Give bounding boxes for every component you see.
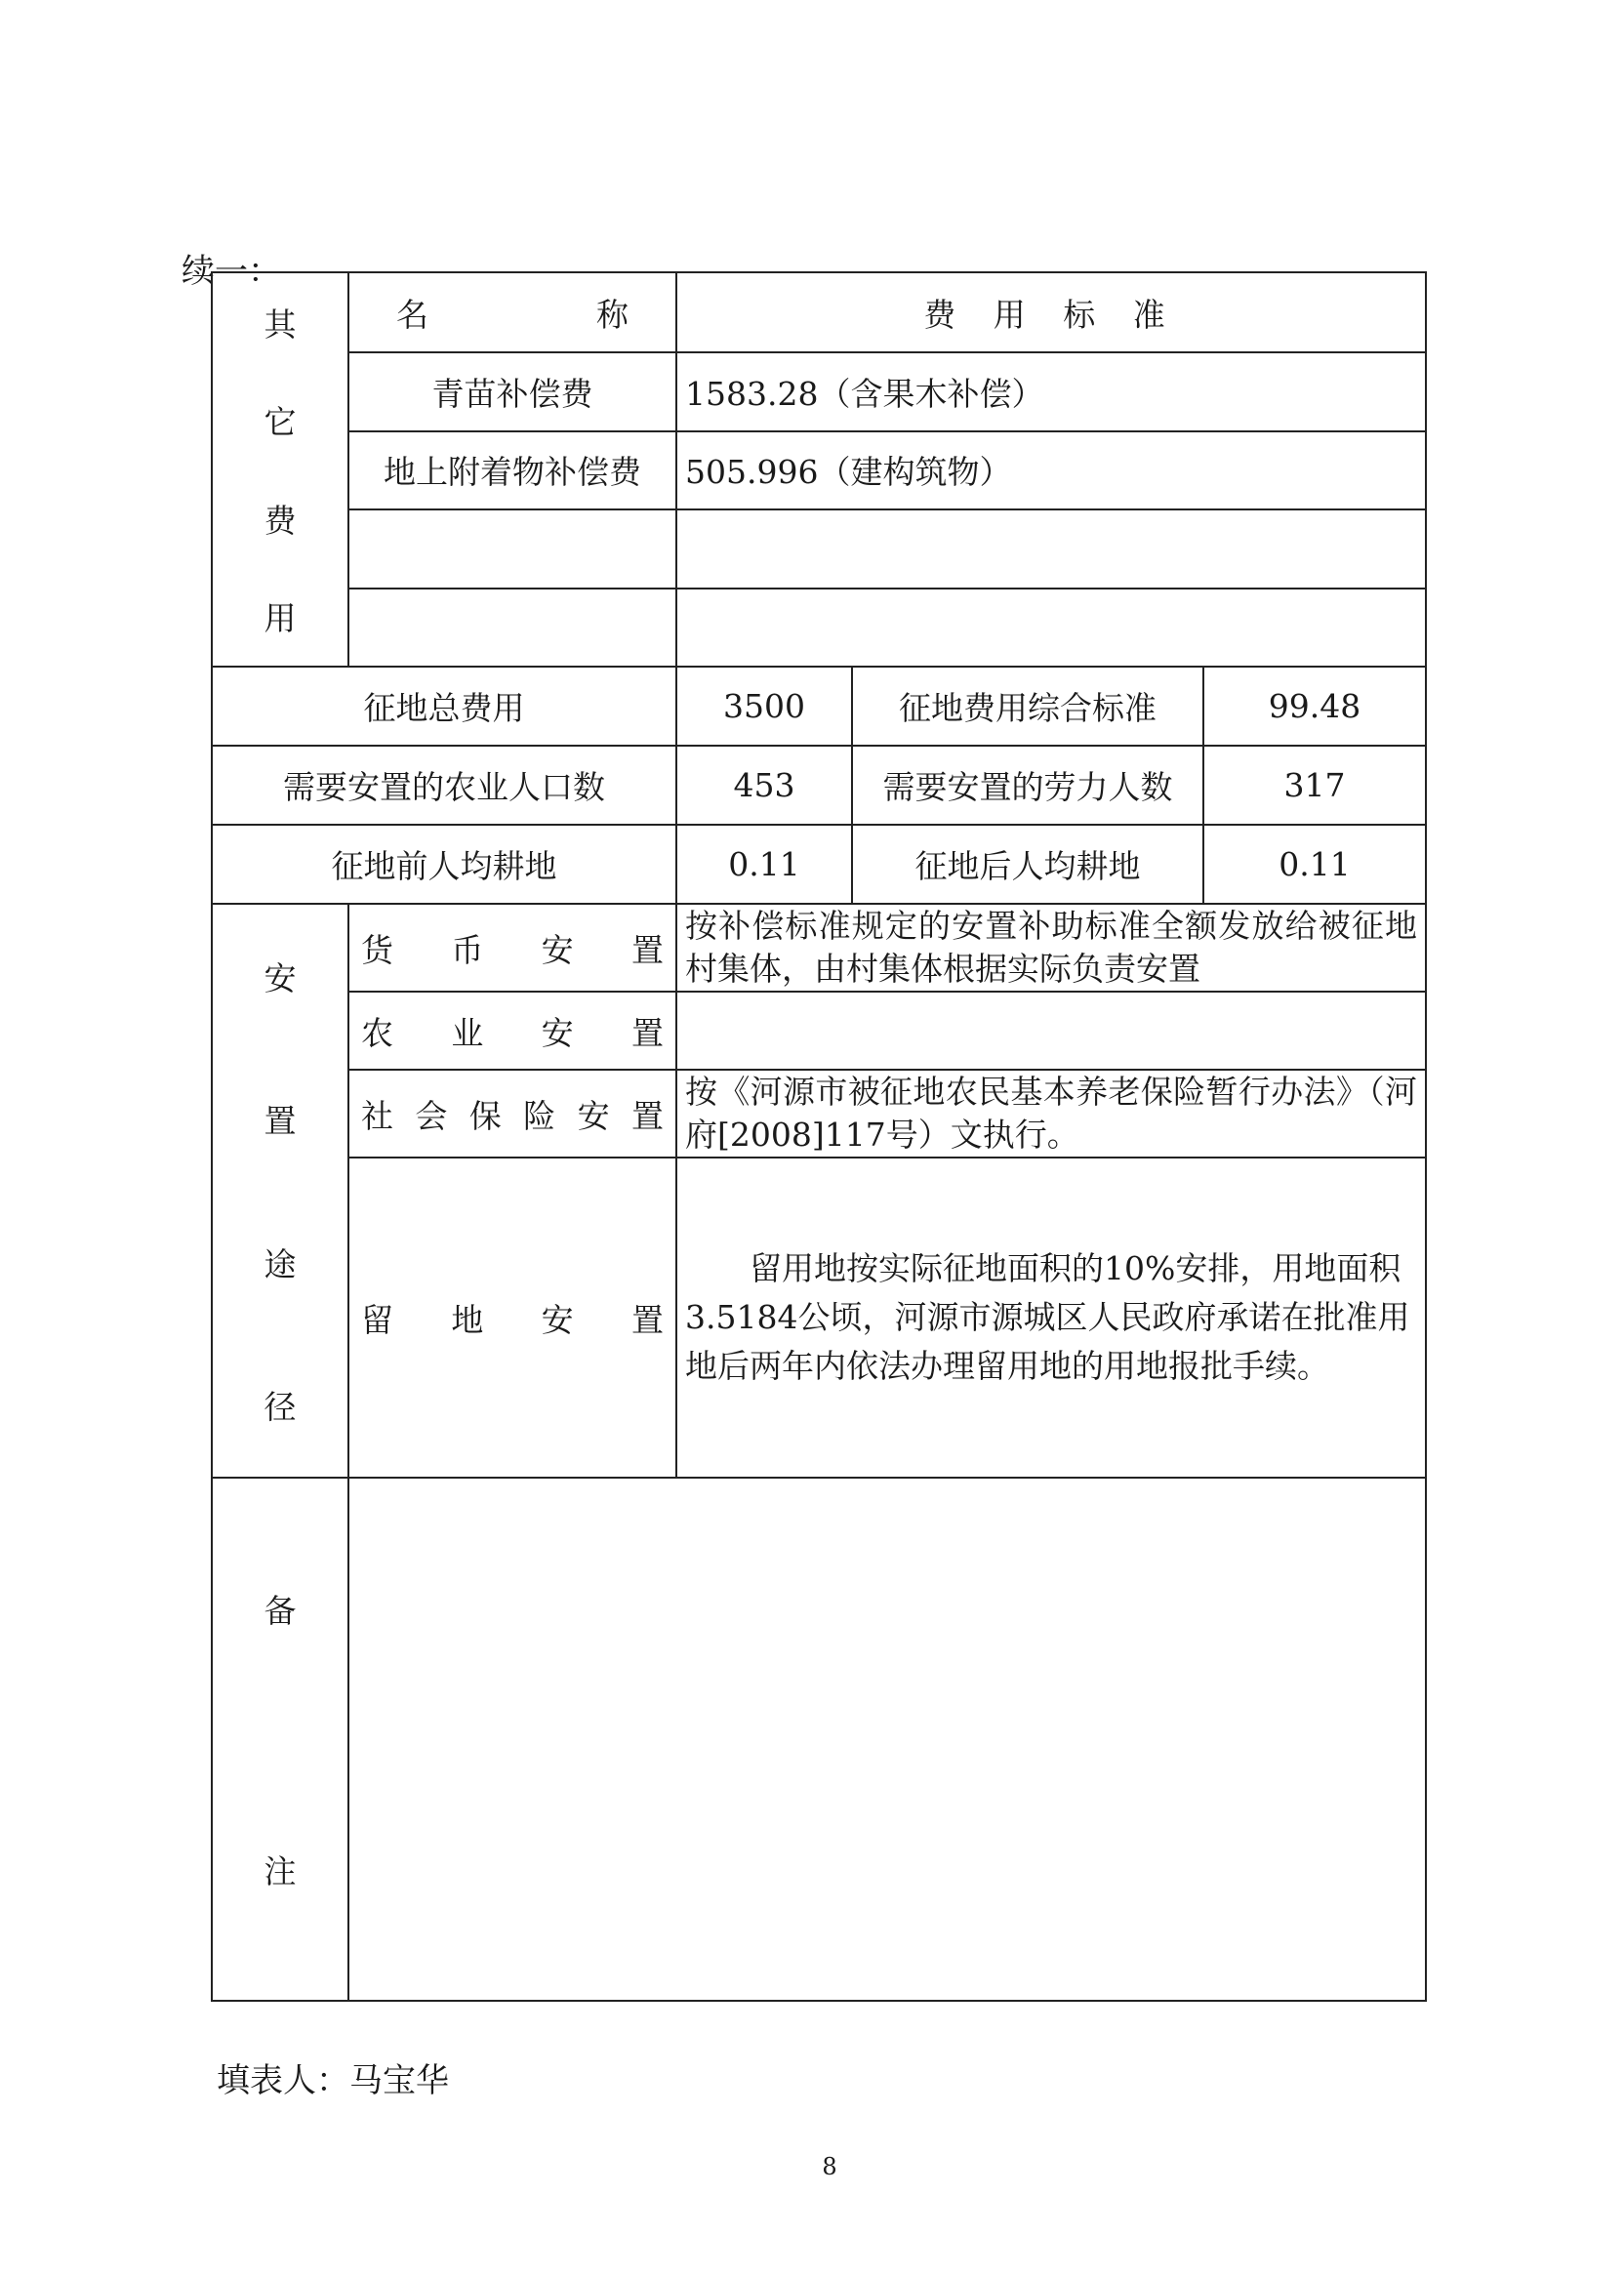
remarks-content	[348, 1478, 1426, 2001]
summary-label: 征地费用综合标准	[852, 667, 1203, 746]
fee-name: 青苗补偿费	[348, 352, 676, 430]
remarks-char: 备	[264, 1592, 297, 1630]
fee-name: 地上附着物补偿费	[348, 431, 676, 509]
resettlement-char: 途	[264, 1244, 297, 1283]
fee-value	[676, 589, 1426, 667]
resettlement-label: 农 业 安 置	[348, 992, 676, 1070]
summary-value: 0.11	[1203, 825, 1426, 904]
summary-value: 99.48	[1203, 667, 1426, 746]
land-acquisition-form-table	[211, 271, 1427, 2002]
resettlement-label: 社 会 保 险 安 置	[348, 1070, 676, 1158]
form-heading: 续一：	[182, 252, 281, 291]
resettlement-char: 置	[264, 1102, 297, 1141]
standard-header: 费 用 标 准	[676, 272, 1426, 352]
retained-land-text: 留用地按实际征地面积的10%安排，用地面积3.5184公顷，河源市源城区人民政府承诺在批准用地后两年内依法办理留用地的用地报批手续。	[676, 1158, 1426, 1478]
resettlement-char: 径	[264, 1388, 297, 1427]
resettlement-text: 按补偿标准规定的安置补助标准全额发放给被征地村集体，由村集体根据实际负责安置	[676, 904, 1426, 992]
other-fees-char: 费	[264, 501, 297, 540]
summary-row	[212, 667, 1426, 746]
summary-value: 453	[676, 746, 852, 825]
remarks-category	[212, 1478, 348, 2001]
fee-name	[348, 589, 676, 667]
form-filler: 填表人：马宝华	[217, 2061, 449, 2100]
fee-value: 1583.28（含果木补偿）	[676, 352, 1426, 430]
other-fees-char: 用	[264, 599, 297, 638]
fee-name	[348, 509, 676, 588]
page-number: 8	[822, 2153, 837, 2180]
resettlement-label: 货 币 安 置	[348, 904, 676, 992]
other-fees-char: 其	[264, 305, 297, 344]
other-fees-category	[212, 272, 348, 667]
summary-value: 3500	[676, 667, 852, 746]
summary-label: 征地总费用	[212, 667, 676, 746]
summary-value: 317	[1203, 746, 1426, 825]
summary-label: 需要安置的农业人口数	[212, 746, 676, 825]
resettlement-text	[676, 992, 1426, 1070]
resettlement-label: 留 地 安 置	[348, 1158, 676, 1478]
name-header: 名 称	[348, 272, 676, 352]
resettlement-text: 按《河源市被征地农民基本养老保险暂行办法》（河府[2008]117号）文执行。	[676, 1070, 1426, 1158]
resettlement-category	[212, 904, 348, 1478]
summary-label: 征地后人均耕地	[852, 825, 1203, 904]
other-fees-char: 它	[264, 403, 297, 442]
summary-label: 需要安置的劳力人数	[852, 746, 1203, 825]
resettlement-char: 安	[264, 958, 297, 997]
summary-row	[212, 746, 1426, 825]
remarks-char: 注	[264, 1852, 297, 1890]
summary-value: 0.11	[676, 825, 852, 904]
fee-value: 505.996（建构筑物）	[676, 431, 1426, 509]
fee-value	[676, 509, 1426, 588]
summary-row	[212, 825, 1426, 904]
summary-label: 征地前人均耕地	[212, 825, 676, 904]
